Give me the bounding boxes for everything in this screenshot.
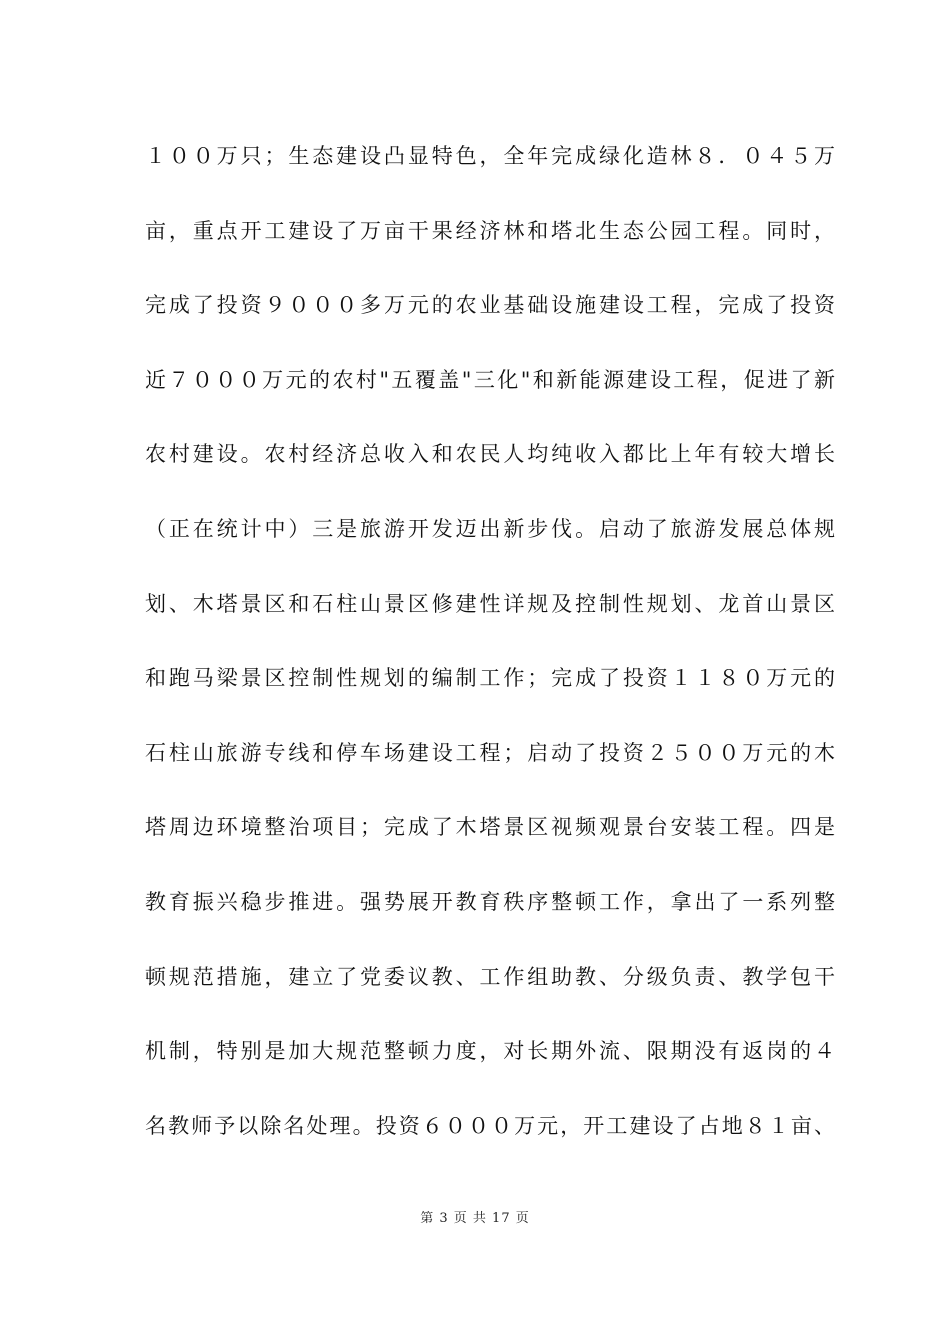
text-line: （正在统计中）三是旅游开发迈出新步伐。启动了旅游发展总体规 bbox=[145, 516, 835, 541]
text-line: 顿规范措施，建立了党委议教、工作组助教、分级负责、教学包干 bbox=[145, 964, 835, 989]
page-number-footer: 第 3 页 共 17 页 bbox=[420, 1211, 530, 1226]
text-line: 石柱山旅游专线和停车场建设工程；启动了投资２５００万元的木 bbox=[145, 740, 835, 765]
text-line: １００万只；生态建设凸显特色，全年完成绿化造林８．０４５万 bbox=[145, 144, 835, 168]
text-line: 亩，重点开工建设了万亩干果经济林和塔北生态公园工程。同时， bbox=[145, 218, 835, 243]
text-line: 近７０００万元的农村"五覆盖"三化"和新能源建设工程，促进了新 bbox=[145, 367, 835, 392]
text-line: 教育振兴稳步推进。强势展开教育秩序整顿工作，拿出了一系列整 bbox=[145, 889, 835, 914]
text-line: 农村建设。农村经济总收入和农民人均纯收入都比上年有较大增长 bbox=[145, 442, 835, 467]
body-text bbox=[145, 138, 835, 1182]
text-line: 机制，特别是加大规范整顿力度，对长期外流、限期没有返岗的４ bbox=[145, 1039, 835, 1064]
text-line: 划、木塔景区和石柱山景区修建性详规及控制性规划、龙首山景区 bbox=[145, 591, 835, 616]
text-line: 塔周边环境整治项目；完成了木塔景区视频观景台安装工程。四是 bbox=[145, 815, 835, 840]
text-line: 和跑马梁景区控制性规划的编制工作；完成了投资１１８０万元的 bbox=[145, 666, 835, 691]
text-line: 名教师予以除名处理。投资６０００万元，开工建设了占地８１亩、 bbox=[145, 1113, 835, 1138]
text-line: 完成了投资９０００多万元的农业基础设施建设工程，完成了投资 bbox=[145, 293, 835, 318]
